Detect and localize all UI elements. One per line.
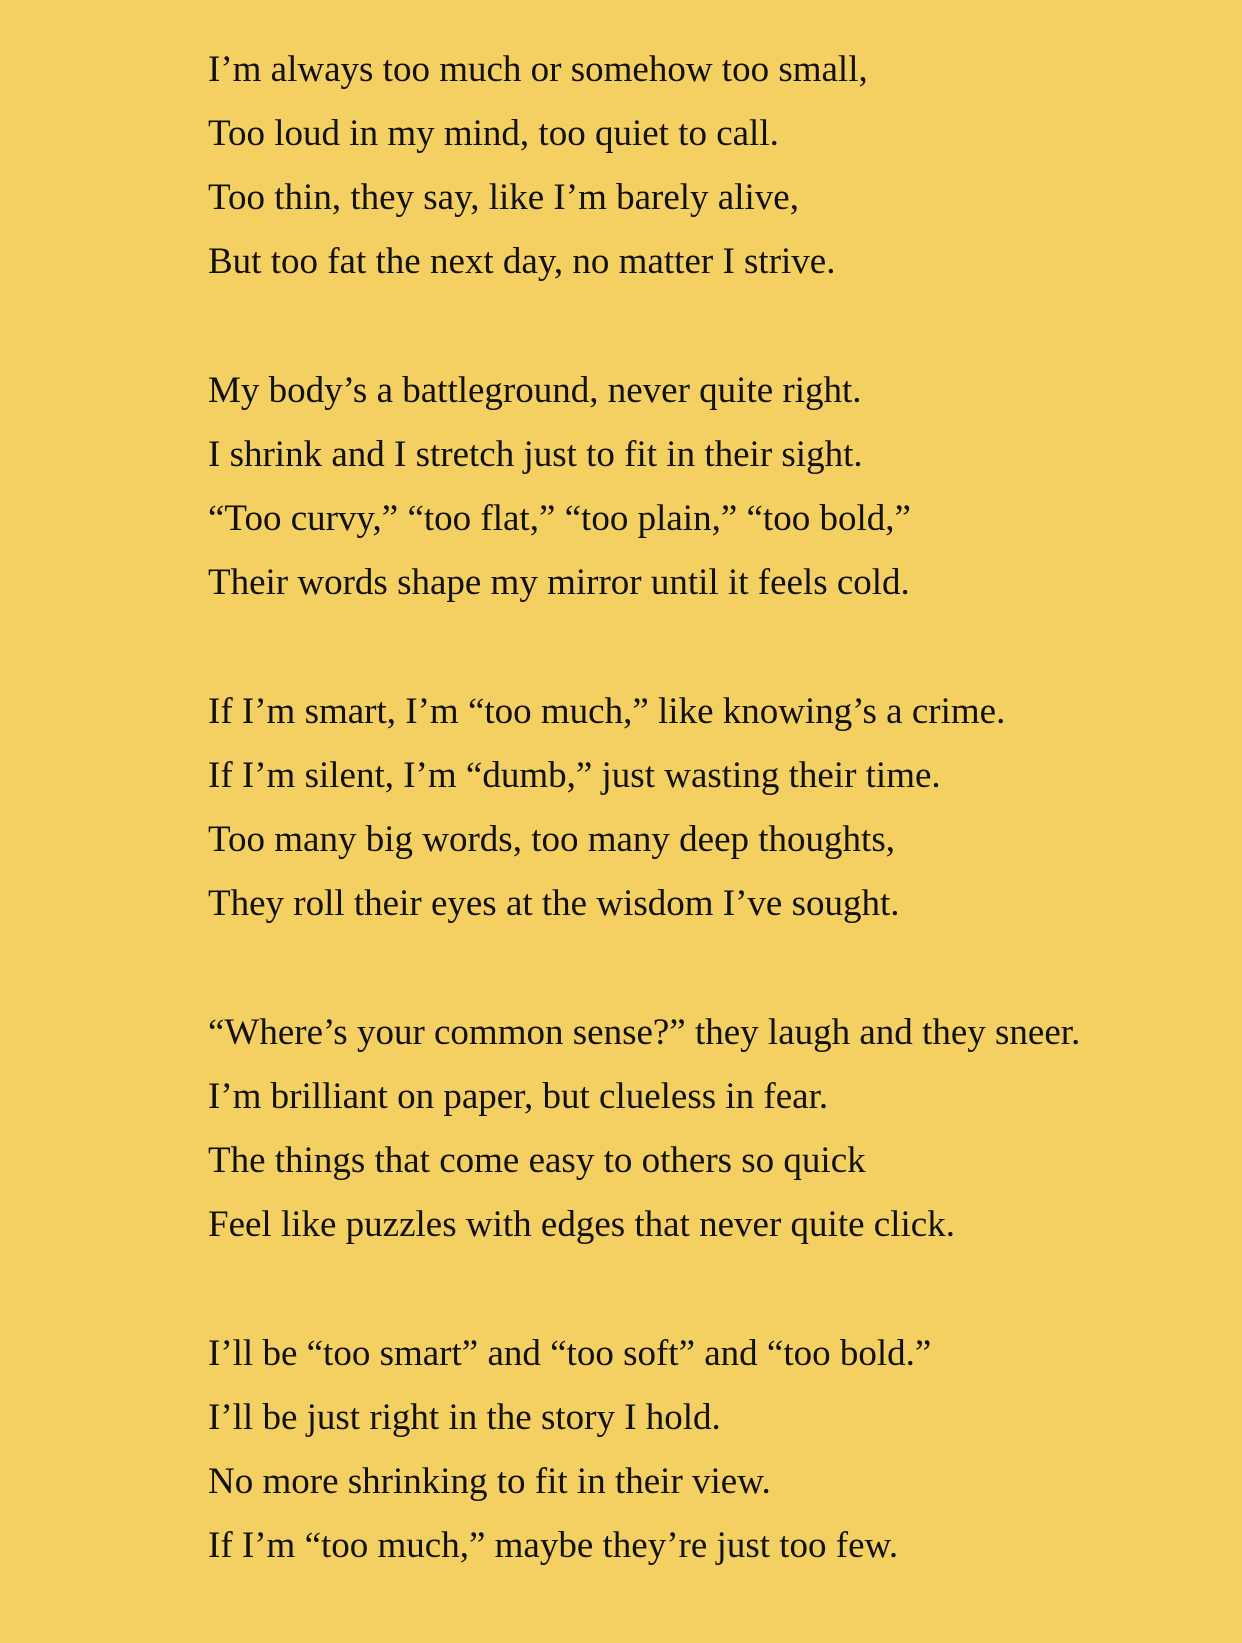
- stanza-3: [208, 680, 1238, 936]
- stanza-5: [208, 1322, 1238, 1578]
- poem-line: I’m brilliant on paper, but clueless in fear.: [208, 1076, 829, 1117]
- poem-line: Too thin, they say, like I’m barely alive,: [208, 177, 799, 218]
- stanza-1: [208, 38, 1238, 294]
- poem-line: The things that come easy to others so quick: [208, 1140, 866, 1181]
- poem: [208, 38, 1238, 1643]
- poem-line: Feel like puzzles with edges that never quite click.: [208, 1204, 955, 1245]
- poem-line: I’ll be just right in the story I hold.: [208, 1397, 721, 1438]
- poem-line: Too many big words, too many deep thoughts,: [208, 819, 895, 860]
- poem-line: But too fat the next day, no matter I strive.: [208, 241, 836, 282]
- poem-line: “Too curvy,” “too flat,” “too plain,” “too bold,”: [208, 498, 911, 539]
- stanza-2: [208, 359, 1238, 615]
- poem-line: If I’m “too much,” maybe they’re just too few.: [208, 1525, 899, 1566]
- poem-line: I shrink and I stretch just to fit in their sight.: [208, 434, 863, 475]
- poem-line: My body’s a battleground, never quite right.: [208, 370, 862, 411]
- poem-line: If I’m smart, I’m “too much,” like knowing’s a crime.: [208, 691, 1006, 732]
- poem-line: Too loud in my mind, too quiet to call.: [208, 113, 779, 154]
- poem-line: Their words shape my mirror until it feels cold.: [208, 562, 910, 603]
- poem-line: They roll their eyes at the wisdom I’ve sought.: [208, 883, 900, 924]
- poem-line: If I’m silent, I’m “dumb,” just wasting their time.: [208, 755, 941, 796]
- poem-line: I’m always too much or somehow too small,: [208, 49, 868, 90]
- stanza-4: [208, 1001, 1238, 1257]
- poem-line: No more shrinking to fit in their view.: [208, 1461, 771, 1502]
- poem-line: “Where’s your common sense?” they laugh and they sneer.: [208, 1012, 1081, 1053]
- poem-line: I’ll be “too smart” and “too soft” and “too bold.”: [208, 1333, 932, 1374]
